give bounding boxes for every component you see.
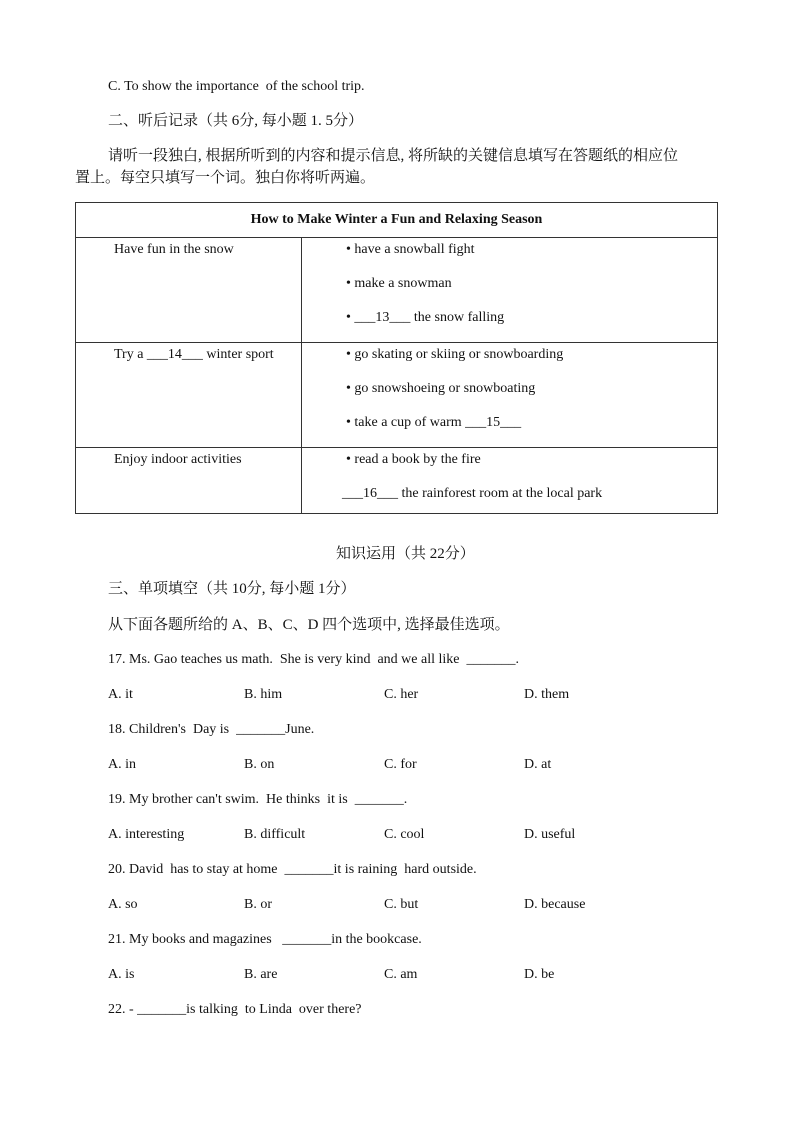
blank-15-item: • take a cup of warm ___15___ (346, 415, 522, 430)
option-a: A. so (108, 897, 138, 912)
table-row (76, 238, 718, 343)
blank-16-item: ___16___ the rainforest room at the local park (342, 486, 603, 501)
section-2-heading: 二、听后记录（共 6分, 每小题 1. 5分） (108, 113, 364, 129)
option-a: A. in (108, 757, 136, 772)
part-title: 知识运用（共 22分） (336, 546, 475, 562)
option-d: D. because (524, 897, 586, 912)
option-b: B. difficult (244, 827, 306, 842)
option-d: D. be (524, 967, 555, 982)
option-c: C. cool (384, 827, 425, 842)
list-item: • go snowshoeing or snowboating (346, 381, 536, 396)
option-d: D. at (524, 757, 552, 772)
row-category: Have fun in the snow (76, 238, 302, 343)
listening-notes-table (75, 202, 718, 514)
row-category-blank-14: Try a ___14___ winter sport (76, 343, 302, 448)
question-22: 22. - _______is talking to Linda over there? (108, 1002, 362, 1017)
question-17: 17. Ms. Gao teaches us math. She is very kind and we all like _______. (108, 652, 519, 667)
option-b: B. on (244, 757, 275, 772)
option-d: D. them (524, 687, 570, 702)
option-d: D. useful (524, 827, 576, 842)
row-details (302, 343, 718, 448)
option-c: C. her (384, 687, 419, 702)
option-b: B. or (244, 897, 272, 912)
list-item: • make a snowman (346, 276, 452, 291)
option-c: C. am (384, 967, 418, 982)
option-c: C. for (384, 757, 417, 772)
list-item: • have a snowball fight (346, 242, 475, 257)
section-2-instruction-line-1: 请听一段独白, 根据所听到的内容和提示信息, 将所缺的关键信息填写在答题纸的相应位 (108, 148, 679, 164)
option-b: B. him (244, 687, 283, 702)
blank-13-item: • ___13___ the snow falling (346, 310, 505, 325)
option-a: A. interesting (108, 827, 185, 842)
question-20: 20. David has to stay at home _______it is raining hard outside. (108, 862, 477, 877)
section-3-heading: 三、单项填空（共 10分, 每小题 1分） (108, 581, 356, 597)
table-row (76, 448, 718, 514)
row-details (302, 238, 718, 343)
option-c: C. but (384, 897, 419, 912)
option-a: A. is (108, 967, 135, 982)
row-category: Enjoy indoor activities (76, 448, 302, 514)
table-title: How to Make Winter a Fun and Relaxing Season (76, 203, 718, 238)
option-a: A. it (108, 687, 133, 702)
previous-question-option-c: C. To show the importance of the school trip. (108, 79, 365, 94)
question-19: 19. My brother can't swim. He thinks it is _______. (108, 792, 408, 807)
section-2-instruction-line-2: 置上。每空只填写一个词。独白你将听两遍。 (75, 170, 376, 186)
row-details (302, 448, 718, 514)
option-b: B. are (244, 967, 278, 982)
section-3-instruction: 从下面各题所给的 A、B、C、D 四个选项中, 选择最佳选项。 (108, 617, 510, 633)
question-18: 18. Children's Day is _______June. (108, 722, 315, 737)
table-row (76, 343, 718, 448)
list-item: • read a book by the fire (346, 452, 481, 467)
list-item: • go skating or skiing or snowboarding (346, 347, 564, 362)
question-21: 21. My books and magazines _______in the bookcase. (108, 932, 422, 947)
